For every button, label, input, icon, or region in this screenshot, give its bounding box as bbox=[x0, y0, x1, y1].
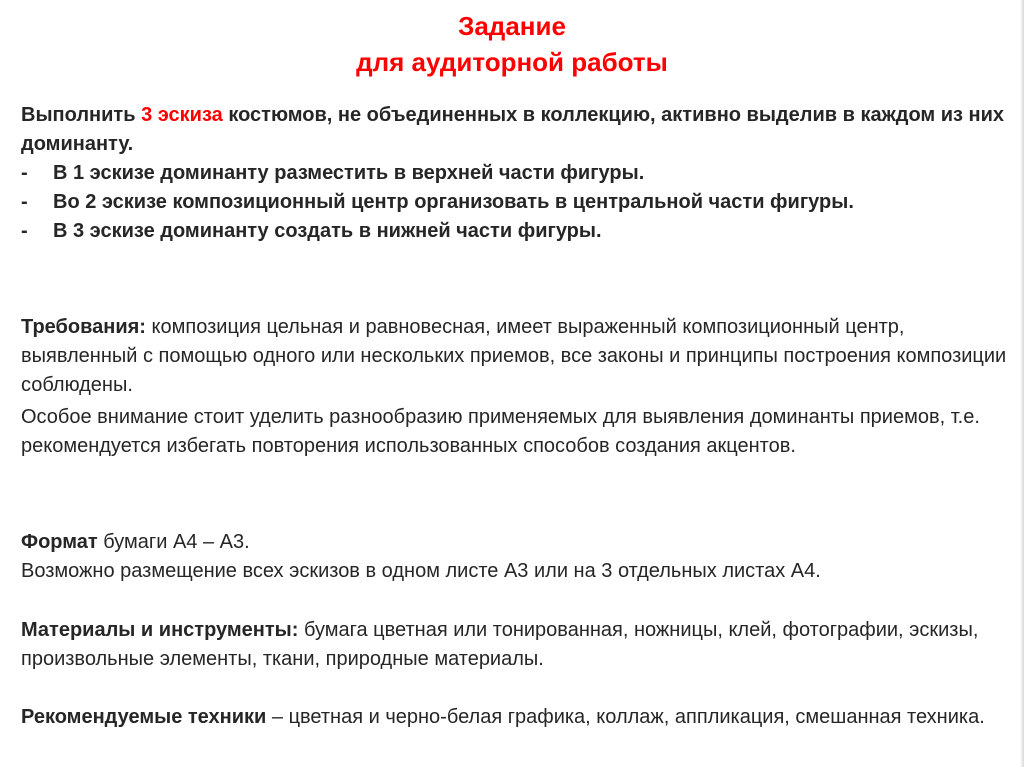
attention-text: Особое внимание стоит уделить разнообразию применяемых для выявления доминанты приемов, т.е. рекомендуется избегать повторения использованных способов создания акцентов. bbox=[21, 406, 980, 457]
requirements-text: композиция цельная и равновесная, имеет выраженный композиционный центр, выявленный с помощью одного или нескольких приемов, все законы и принципы построения композиции соблюдены. bbox=[21, 316, 1007, 396]
format-line-1 bbox=[21, 528, 1011, 557]
materials-text: бумага цветная или тонированная, ножницы, клей, фотографии, эскизы, произвольные элементы, ткани, природные материалы. bbox=[21, 619, 979, 670]
page-title bbox=[0, 8, 1024, 80]
list-marker: - bbox=[21, 191, 28, 213]
materials-paragraph bbox=[21, 616, 1011, 674]
materials-label: Материалы и инструменты: bbox=[21, 619, 299, 641]
task-intro-after: костюмов, не объединенных в коллекцию, активно выделив в каждом из них доминанту. bbox=[21, 104, 1005, 155]
format-line-2: Возможно размещение всех эскизов в одном листе А3 или на 3 отдельных листах А4. bbox=[21, 560, 821, 582]
list-item-text: В 1 эскизе доминанту разместить в верхней части фигуры. bbox=[53, 162, 645, 184]
title-line-1: Задание bbox=[458, 11, 566, 41]
slide-edge bbox=[1020, 0, 1024, 767]
techniques-text: – цветная и черно-белая графика, коллаж, аппликация, смешанная техника. bbox=[266, 706, 985, 728]
list-item-text: В 3 эскизе доминанту создать в нижней части фигуры. bbox=[53, 220, 602, 242]
list-item-text: Во 2 эскизе композиционный центр организовать в центральной части фигуры. bbox=[53, 191, 854, 213]
list-item bbox=[21, 217, 1011, 246]
format-paragraph bbox=[21, 528, 1011, 586]
title-line-2: для аудиторной работы bbox=[356, 47, 668, 77]
task-list bbox=[21, 159, 1011, 246]
list-item bbox=[21, 188, 1011, 217]
requirements-paragraph bbox=[21, 313, 1011, 400]
attention-paragraph bbox=[21, 403, 1011, 461]
list-marker: - bbox=[21, 162, 28, 184]
list-marker: - bbox=[21, 220, 28, 242]
format-label: Формат bbox=[21, 531, 98, 553]
list-item bbox=[21, 159, 1011, 188]
format-text: бумаги А4 – А3. bbox=[97, 531, 250, 553]
task-intro-before: Выполнить bbox=[21, 104, 142, 126]
task-intro bbox=[21, 101, 1011, 159]
task-intro-accent: 3 эскиза bbox=[141, 104, 223, 126]
requirements-label: Требования: bbox=[21, 316, 146, 338]
techniques-paragraph bbox=[21, 703, 1011, 732]
techniques-label: Рекомендуемые техники bbox=[21, 706, 267, 728]
